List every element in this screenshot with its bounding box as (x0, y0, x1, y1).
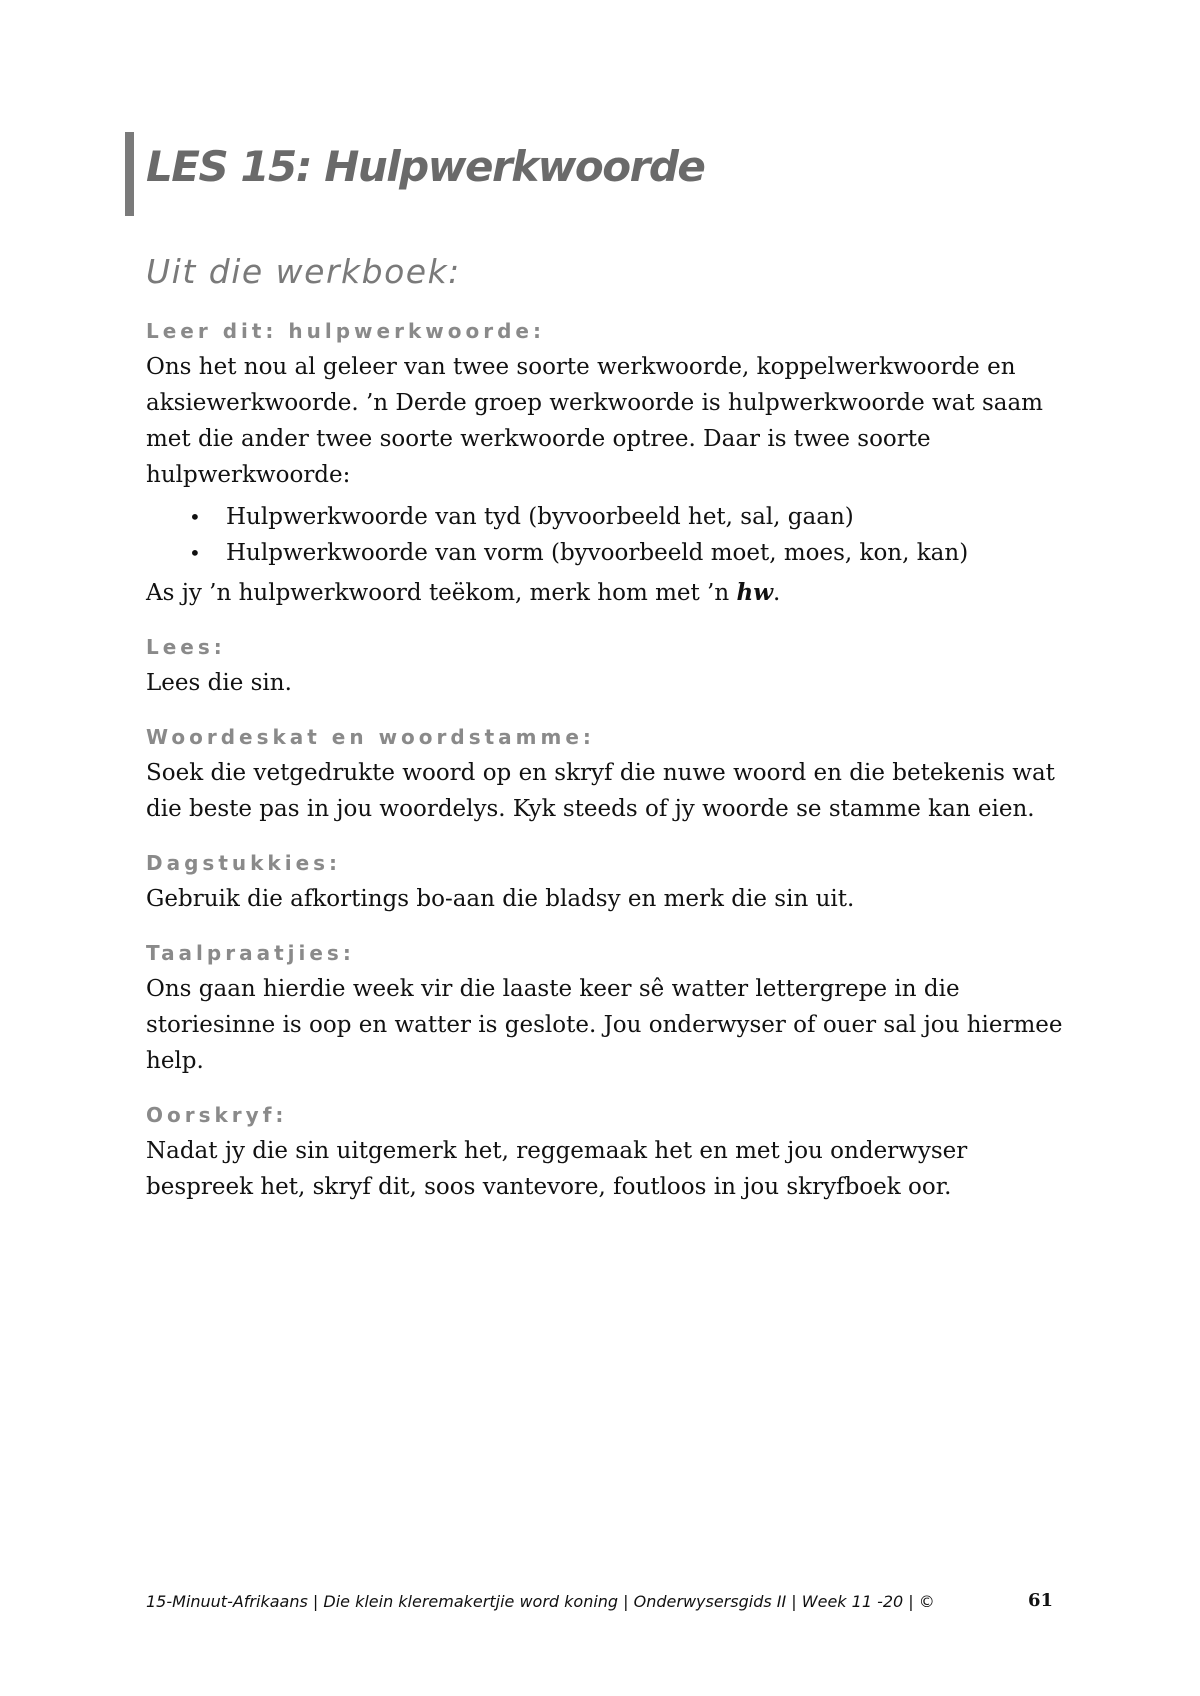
instruction-line (146, 575, 1066, 611)
hw-marker: hw (736, 579, 774, 606)
list-item-text: Hulpwerkwoorde van tyd (byvoorbeeld het, sal, gaan) (226, 504, 854, 530)
section-lees (146, 635, 1066, 701)
section-body: Ons gaan hierdie week vir die laaste keer sê watter lettergrepe in die storiesinne is oop en watter is geslote. Jou onderwyser of ouer sal jou hiermee help. (146, 976, 1063, 1074)
section-body: Gebruik die afkortings bo-aan die bladsy en merk die sin uit. (146, 886, 855, 912)
instruction-end: . (773, 580, 781, 606)
bullet-list (146, 499, 1066, 571)
page-number: 61 (1028, 1590, 1054, 1611)
section-taalpraatjies (146, 941, 1066, 1079)
title-accent-bar (125, 132, 134, 216)
bullet-icon: • (189, 505, 201, 529)
section-heading: Dagstukkies: (146, 851, 342, 875)
section-woordeskat (146, 725, 1066, 827)
section-dagstukkies (146, 851, 1066, 917)
list-item-text: Hulpwerkwoorde van vorm (byvoorbeeld moet, moes, kon, kan) (226, 540, 969, 566)
section-body: Lees die sin. (146, 670, 292, 696)
section-body: Ons het nou al geleer van twee soorte werkwoorde, koppelwerkwoorde en aksiewerkwoorde. ’n Derde groep werkwoorde is hulpwerkwoorde wat saam met die ander twee soorte werkwoorde optree. Daar is twee soorte hulpwerkwoorde: (146, 354, 1043, 488)
list-item (189, 499, 1066, 535)
bullet-icon: • (189, 541, 201, 565)
lesson-content (146, 252, 1066, 1229)
section-heading: Oorskryf: (146, 1103, 288, 1127)
section-heading: Taalpraatjies: (146, 941, 355, 965)
section-heading: Woordeskat en woordstamme: (146, 725, 595, 749)
page-footer: 15-Minuut-Afrikaans | Die klein kleremakertjie word koning | Onderwysersgids II | Week 11 -20 | © (146, 1592, 935, 1611)
section-heading: Lees: (146, 635, 226, 659)
lesson-title: LES 15: Hulpwerkwoorde (146, 142, 705, 191)
section-heading: Leer dit: hulpwerkwoorde: (146, 319, 545, 343)
section-body: Nadat jy die sin uitgemerk het, reggemaak het en met jou onderwyser bespreek het, skryf dit, soos vantevore, foutloos in jou skryfboek oor. (146, 1138, 968, 1200)
section-leer-dit (146, 319, 1066, 611)
instruction-text: As jy ’n hulpwerkwoord teëkom, merk hom met ’n (146, 580, 730, 606)
subtitle: Uit die werkboek: (146, 252, 461, 291)
section-oorskryf (146, 1103, 1066, 1205)
section-body: Soek die vetgedrukte woord op en skryf die nuwe woord en die betekenis wat die beste pas in jou woordelys. Kyk steeds of jy woorde se stamme kan eien. (146, 760, 1055, 822)
list-item (189, 535, 1066, 571)
